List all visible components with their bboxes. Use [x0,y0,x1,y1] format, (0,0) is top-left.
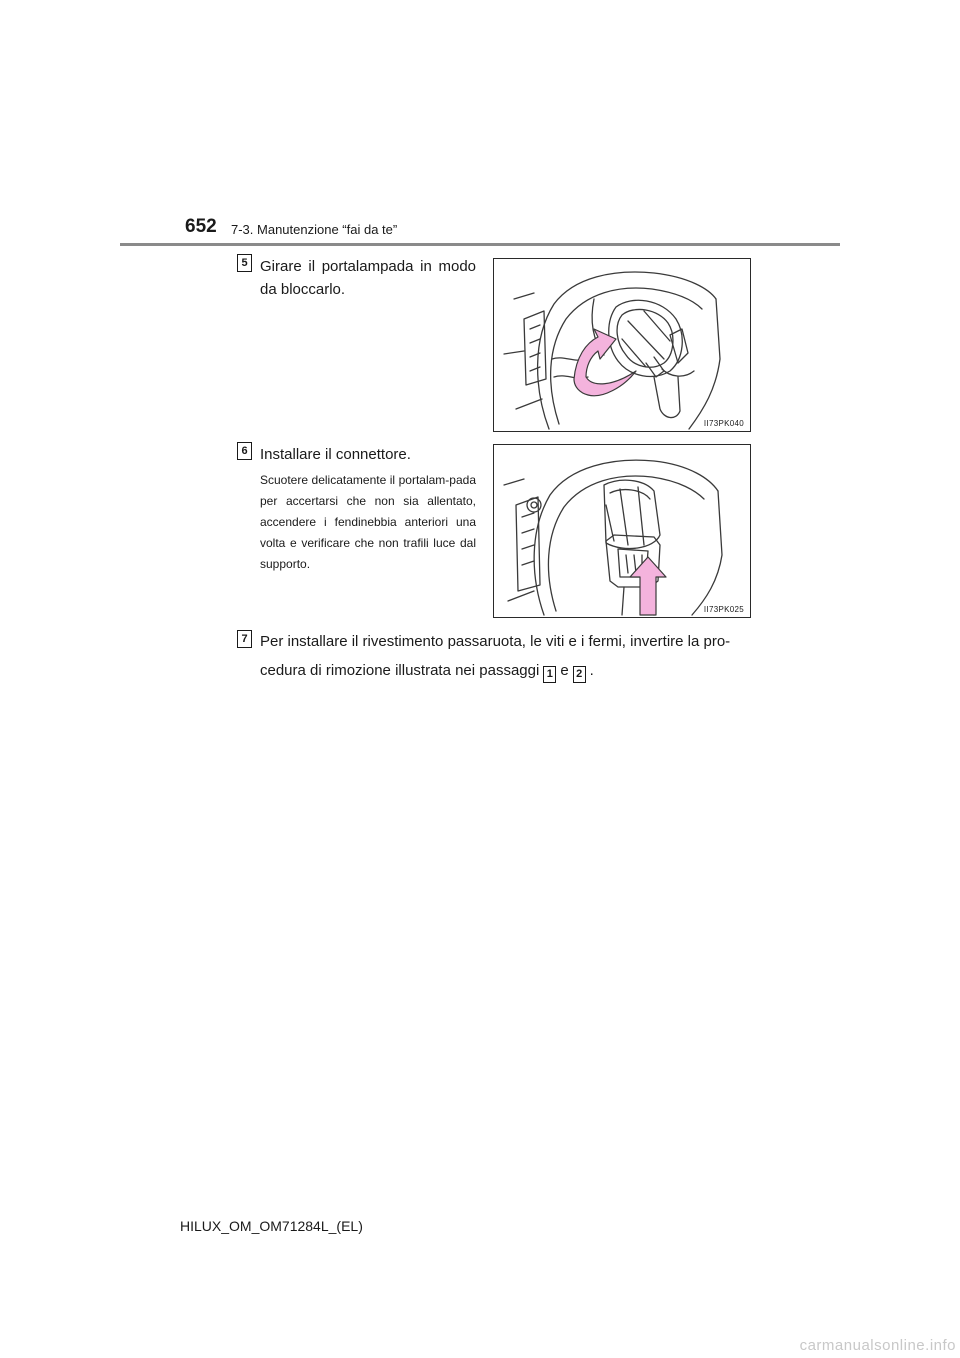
figure-code: II73PK025 [703,605,744,614]
step-6-note: Scuotere delicatamente il portalam-pada per accertarsi che non sia allentato, accendere i fendinebbia anteriori una volta e verificare che non trafili luce dal supporto. [260,473,476,571]
step-ref-badge-1: 1 [543,666,556,683]
step-badge-5: 5 [237,254,252,272]
watermark: carmanualsonline.info [799,1337,956,1354]
footer-document-code: HILUX_OM_OM71284L_(EL) [180,1218,363,1234]
header-rule [120,243,840,246]
step-7-text-mid: e [560,662,569,679]
step-7-text-post: . [589,662,594,679]
step-badge-7: 7 [237,630,252,648]
step-ref-badge-2: 2 [573,666,586,683]
step-6-text: Installare il connettore. [260,446,411,463]
step-badge-6: 6 [237,442,252,460]
step-5-text: Girare il portalampada in modo da bloccarlo. [260,258,476,298]
figure-bulb-holder-rotate [493,258,751,432]
step-7-text-pre: cedura di rimozione illustrata nei passaggi [260,662,540,679]
section-title: 7-3. Manutenzione “fai da te” [231,222,398,237]
page-number: 652 [185,216,217,237]
step-7-text-line2 [260,659,750,683]
figure-connector-install [493,444,751,618]
step-7-text-line1: Per installare il rivestimento passaruota, le viti e i fermi, invertire la pro- [260,633,731,650]
figure-code: II73PK040 [703,419,744,428]
